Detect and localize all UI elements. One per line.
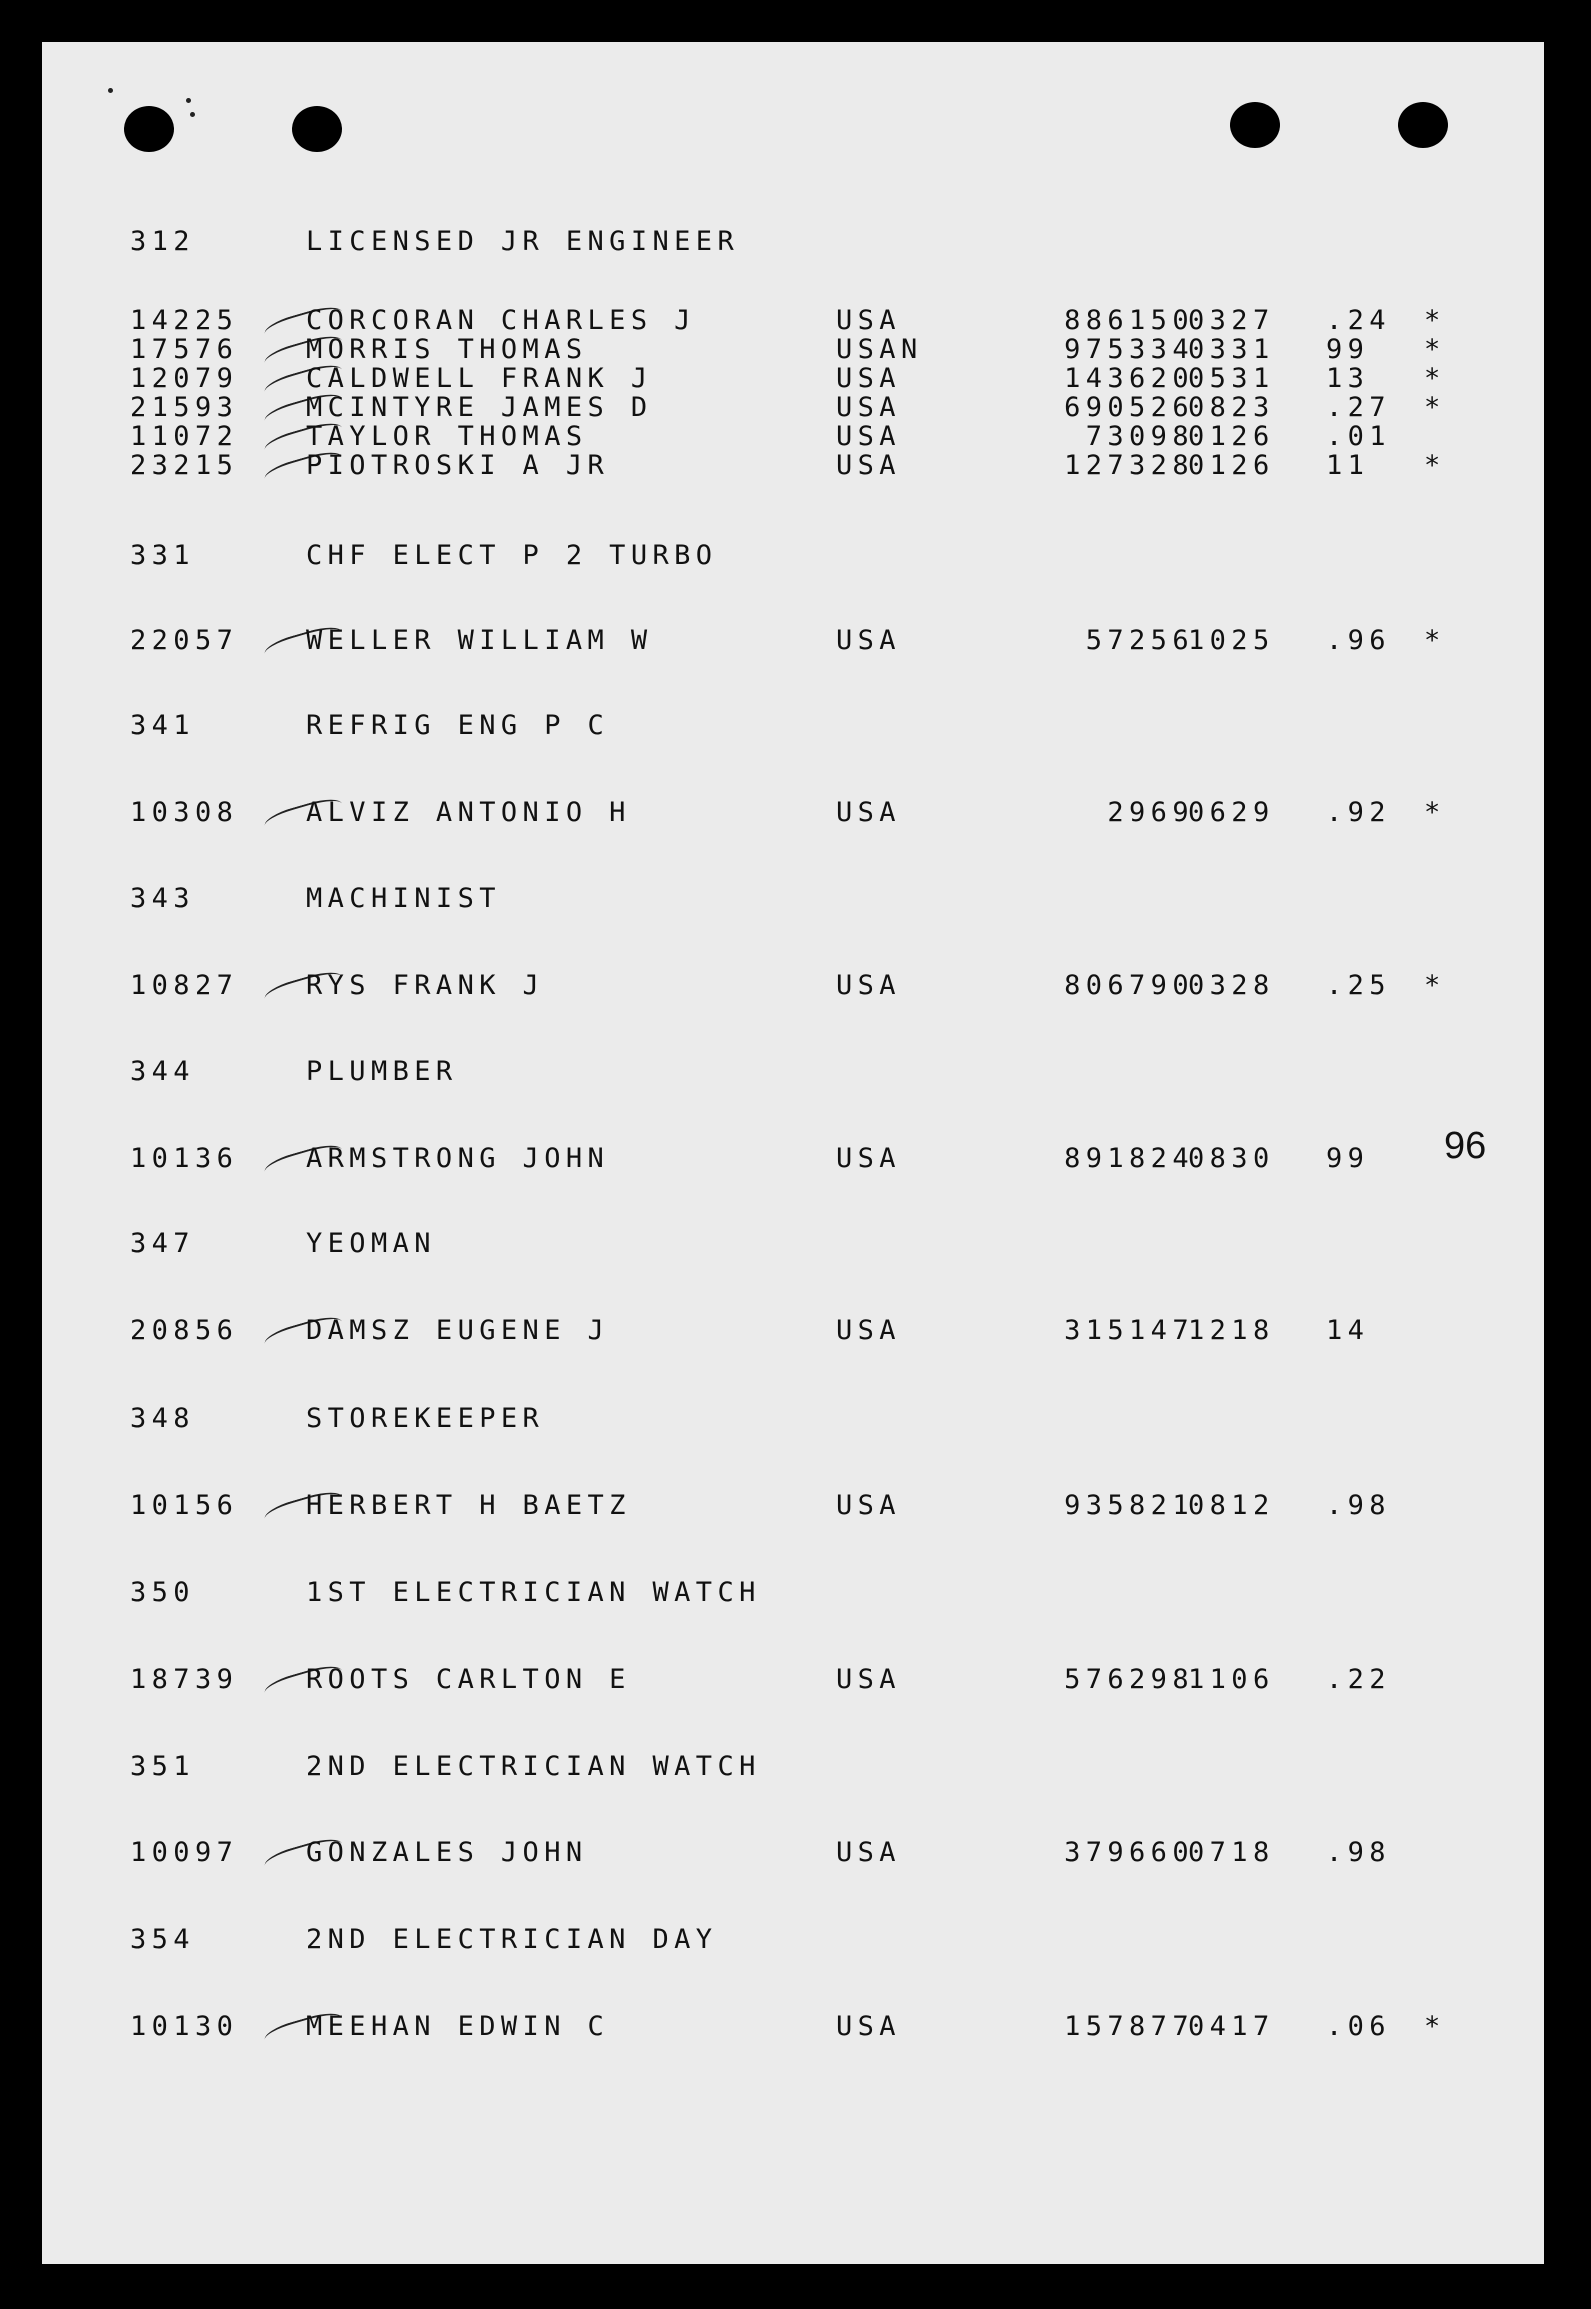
record-number-z: 935821 xyxy=(1064,1490,1194,1521)
record-number: 21593 xyxy=(130,392,239,423)
record-flag: * xyxy=(1424,797,1446,828)
record-citizenship: USA xyxy=(836,1837,901,1868)
section-title: YEOMAN xyxy=(306,1228,436,1259)
record-date: 0629 xyxy=(1188,797,1275,828)
section-heading xyxy=(42,1751,1544,1785)
record-number: 18739 xyxy=(130,1664,239,1695)
record-number-z: 127328 xyxy=(1064,450,1194,481)
record-number: 14225 xyxy=(130,305,239,336)
record-citizenship: USA xyxy=(836,970,901,1001)
record-number-z: 57256 xyxy=(1085,625,1194,656)
record-name: CORCORAN CHARLES J xyxy=(306,305,696,336)
record-date: 0718 xyxy=(1188,1837,1275,1868)
record-number: 10130 xyxy=(130,2011,239,2042)
section-code: 341 xyxy=(130,710,195,741)
record-number-z: 73098 xyxy=(1085,421,1194,452)
record-citizenship: USAN xyxy=(836,334,923,365)
record-flag: * xyxy=(1424,2011,1446,2042)
record-date: 0331 xyxy=(1188,334,1275,365)
record-citizenship: USA xyxy=(836,797,901,828)
record-name: HERBERT H BAETZ xyxy=(306,1490,631,1521)
record-number-z: 806790 xyxy=(1064,970,1194,1001)
record-flag: * xyxy=(1424,450,1446,481)
section-code: 350 xyxy=(130,1577,195,1608)
section-title: STOREKEEPER xyxy=(306,1403,545,1434)
record-date: 0531 xyxy=(1188,363,1275,394)
record-date: 0126 xyxy=(1188,421,1275,452)
record-row xyxy=(42,1837,1544,1871)
section-heading xyxy=(42,1403,1544,1437)
record-number: 22057 xyxy=(130,625,239,656)
record-flag: * xyxy=(1424,305,1446,336)
section-title: LICENSED JR ENGINEER xyxy=(306,226,740,257)
record-flag: * xyxy=(1424,625,1446,656)
record-date: 0812 xyxy=(1188,1490,1275,1521)
record-name: ARMSTRONG JOHN xyxy=(306,1143,610,1174)
record-date: 1025 xyxy=(1188,625,1275,656)
record-flag: * xyxy=(1424,970,1446,1001)
record-name: MCINTYRE JAMES D xyxy=(306,392,653,423)
record-row xyxy=(42,1490,1544,1524)
record-number-z: 886150 xyxy=(1064,305,1194,336)
section-code: 351 xyxy=(130,1751,195,1782)
record-citizenship: USA xyxy=(836,2011,901,2042)
punch-hole xyxy=(1230,102,1280,148)
record-date: 0830 xyxy=(1188,1143,1275,1174)
record-row xyxy=(42,450,1544,484)
record-number: 12079 xyxy=(130,363,239,394)
section-code: 312 xyxy=(130,226,195,257)
record-name: GONZALES JOHN xyxy=(306,1837,588,1868)
section-code: 331 xyxy=(130,540,195,571)
punch-hole xyxy=(292,106,342,152)
record-name: ALVIZ ANTONIO H xyxy=(306,797,631,828)
speck xyxy=(108,88,113,93)
section-code: 344 xyxy=(130,1056,195,1087)
speck xyxy=(186,98,191,103)
section-heading xyxy=(42,1577,1544,1611)
speck xyxy=(190,112,195,117)
section-heading xyxy=(42,226,1544,260)
record-row xyxy=(42,797,1544,831)
record-number-z: 2969 xyxy=(1107,797,1194,828)
section-heading xyxy=(42,1056,1544,1090)
record-number: 10156 xyxy=(130,1490,239,1521)
record-date: 0126 xyxy=(1188,450,1275,481)
record-row xyxy=(42,1664,1544,1698)
section-heading xyxy=(42,1228,1544,1262)
record-number-z: 315147 xyxy=(1064,1315,1194,1346)
record-number-z: 975334 xyxy=(1064,334,1194,365)
record-number-z: 379660 xyxy=(1064,1837,1194,1868)
record-date: 0328 xyxy=(1188,970,1275,1001)
record-number-z: 891824 xyxy=(1064,1143,1194,1174)
section-title: CHF ELECT P 2 TURBO xyxy=(306,540,718,571)
record-number: 17576 xyxy=(130,334,239,365)
punch-hole xyxy=(1398,102,1448,148)
record-citizenship: USA xyxy=(836,450,901,481)
record-value: .25 xyxy=(1326,970,1391,1001)
record-row xyxy=(42,970,1544,1004)
section-code: 354 xyxy=(130,1924,195,1955)
document-page xyxy=(42,42,1544,2264)
record-name: TAYLOR THOMAS xyxy=(306,421,588,452)
record-value: .24 xyxy=(1326,305,1391,336)
section-title: 1ST ELECTRICIAN WATCH xyxy=(306,1577,761,1608)
record-citizenship: USA xyxy=(836,1143,901,1174)
record-date: 1218 xyxy=(1188,1315,1275,1346)
record-name: WELLER WILLIAM W xyxy=(306,625,653,656)
section-title: REFRIG ENG P C xyxy=(306,710,610,741)
record-number: 10136 xyxy=(130,1143,239,1174)
record-name: CALDWELL FRANK J xyxy=(306,363,653,394)
record-value: .92 xyxy=(1326,797,1391,828)
section-heading xyxy=(42,883,1544,917)
record-value: .98 xyxy=(1326,1837,1391,1868)
record-citizenship: USA xyxy=(836,305,901,336)
record-flag: * xyxy=(1424,334,1446,365)
record-number: 11072 xyxy=(130,421,239,452)
record-citizenship: USA xyxy=(836,625,901,656)
record-value: .96 xyxy=(1326,625,1391,656)
record-value: .22 xyxy=(1326,1664,1391,1695)
record-flag: * xyxy=(1424,363,1446,394)
section-title: MACHINIST xyxy=(306,883,501,914)
record-name: RYS FRANK J xyxy=(306,970,545,1001)
record-value: 99 xyxy=(1326,1143,1370,1174)
record-value: 11 xyxy=(1326,450,1370,481)
record-name: PIOTROSKI A JR xyxy=(306,450,610,481)
record-number: 23215 xyxy=(130,450,239,481)
record-row xyxy=(42,1315,1544,1349)
record-number-z: 576298 xyxy=(1064,1664,1194,1695)
handwritten-note: 96 xyxy=(1444,1125,1487,1167)
record-row xyxy=(42,2011,1544,2045)
section-code: 347 xyxy=(130,1228,195,1259)
section-code: 343 xyxy=(130,883,195,914)
record-name: DAMSZ EUGENE J xyxy=(306,1315,610,1346)
record-date: 0823 xyxy=(1188,392,1275,423)
record-row xyxy=(42,1143,1544,1177)
record-value: 13 xyxy=(1326,363,1370,394)
record-number: 10827 xyxy=(130,970,239,1001)
punch-hole xyxy=(124,106,174,152)
record-name: ROOTS CARLTON E xyxy=(306,1664,631,1695)
record-flag: * xyxy=(1424,392,1446,423)
record-name: MORRIS THOMAS xyxy=(306,334,588,365)
section-heading xyxy=(42,710,1544,744)
record-number-z: 690526 xyxy=(1064,392,1194,423)
section-title: 2ND ELECTRICIAN WATCH xyxy=(306,1751,761,1782)
record-citizenship: USA xyxy=(836,392,901,423)
record-number: 20856 xyxy=(130,1315,239,1346)
record-citizenship: USA xyxy=(836,363,901,394)
record-value: .06 xyxy=(1326,2011,1391,2042)
section-heading xyxy=(42,1924,1544,1958)
record-citizenship: USA xyxy=(836,1315,901,1346)
record-row xyxy=(42,625,1544,659)
record-value: .01 xyxy=(1326,421,1391,452)
section-title: 2ND ELECTRICIAN DAY xyxy=(306,1924,718,1955)
record-value: .98 xyxy=(1326,1490,1391,1521)
record-value: .27 xyxy=(1326,392,1391,423)
record-number-z: 143620 xyxy=(1064,363,1194,394)
section-code: 348 xyxy=(130,1403,195,1434)
record-value: 14 xyxy=(1326,1315,1370,1346)
record-date: 1106 xyxy=(1188,1664,1275,1695)
record-date: 0327 xyxy=(1188,305,1275,336)
record-citizenship: USA xyxy=(836,1664,901,1695)
section-heading xyxy=(42,540,1544,574)
record-name: MEEHAN EDWIN C xyxy=(306,2011,610,2042)
record-number-z: 157877 xyxy=(1064,2011,1194,2042)
record-date: 0417 xyxy=(1188,2011,1275,2042)
record-number: 10097 xyxy=(130,1837,239,1868)
section-title: PLUMBER xyxy=(306,1056,458,1087)
record-citizenship: USA xyxy=(836,1490,901,1521)
record-number: 10308 xyxy=(130,797,239,828)
record-citizenship: USA xyxy=(836,421,901,452)
record-value: 99 xyxy=(1326,334,1370,365)
